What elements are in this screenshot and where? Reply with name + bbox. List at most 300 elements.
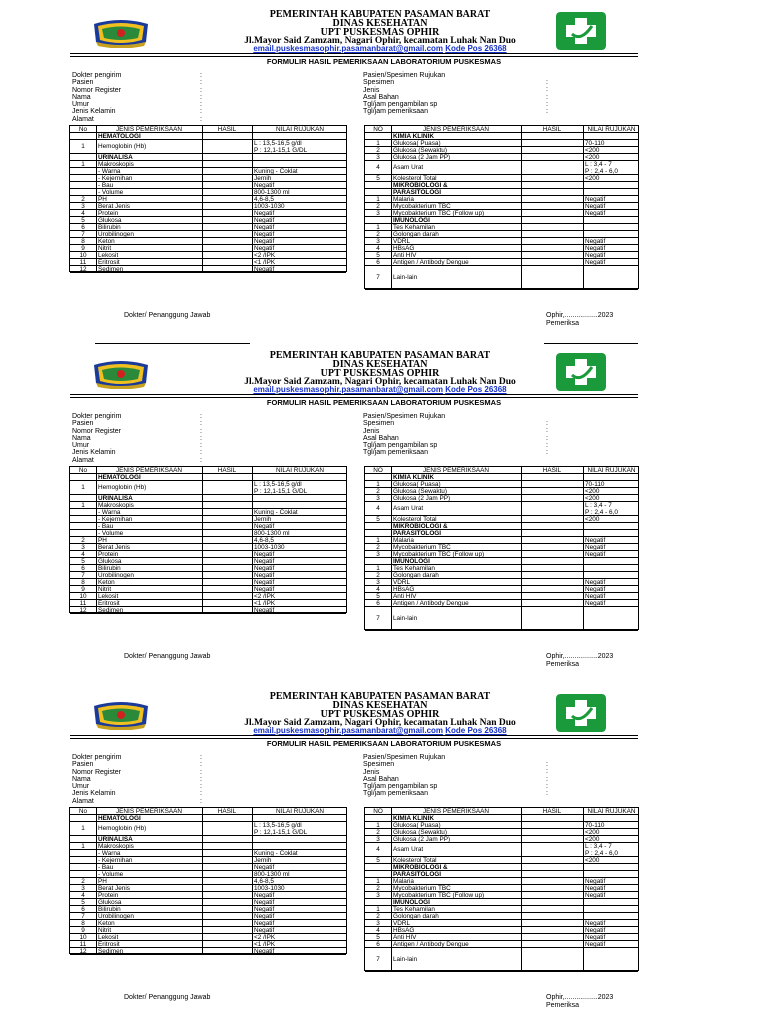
column-header: HASIL (542, 808, 562, 815)
row-number: 1 (81, 143, 85, 150)
result-cell[interactable] (202, 196, 252, 202)
reference-value: Negatif (585, 600, 606, 607)
result-cell[interactable] (521, 259, 583, 265)
result-cell[interactable] (521, 245, 583, 251)
result-cell[interactable] (202, 836, 252, 842)
row-number: 1 (81, 161, 85, 168)
exam-name: VDRL (393, 238, 411, 245)
result-cell[interactable] (521, 934, 583, 940)
result-cell[interactable] (521, 579, 583, 585)
exam-name: Tes Kehamilan (393, 224, 435, 231)
result-cell[interactable] (521, 829, 583, 835)
result-cell[interactable] (521, 600, 583, 606)
result-cell[interactable] (521, 224, 583, 230)
field-colon: : (200, 427, 202, 435)
exam-name: - Bau (98, 182, 114, 189)
field-label: Pasien (72, 761, 94, 769)
exam-name: VDRL (393, 920, 411, 927)
row-number (70, 530, 96, 536)
reference-value (254, 836, 348, 842)
result-cell[interactable] (521, 523, 583, 529)
column-header: No (78, 808, 88, 815)
exam-name: KIMIA KLINIK (393, 474, 434, 481)
table-row (365, 252, 638, 259)
table-row (70, 252, 346, 259)
field-colon: : (200, 434, 202, 442)
column-divider (96, 808, 97, 953)
row-number: 2 (376, 147, 380, 154)
reference-value (585, 913, 640, 919)
row-number (365, 558, 391, 564)
table-row (365, 885, 638, 892)
exam-name: Protein (98, 892, 119, 899)
result-cell[interactable] (202, 815, 252, 821)
result-cell[interactable] (202, 259, 252, 265)
field-label: Dokter pengirim (72, 413, 122, 420)
exam-name: Malaria (393, 537, 414, 544)
result-cell[interactable] (521, 927, 583, 933)
table-row (365, 829, 638, 836)
field-label: Umur (72, 101, 90, 109)
result-cell[interactable] (521, 558, 583, 564)
result-cell[interactable] (202, 857, 252, 863)
exam-name: Glukosa (Sewaktu) (393, 147, 447, 154)
row-number: 5 (376, 175, 380, 182)
column-header: NILAI RUJUKAN (276, 808, 324, 815)
reference-value-line: P : 12,1-15,1 G/DL (254, 147, 308, 154)
result-cell[interactable] (202, 203, 252, 209)
result-cell[interactable] (521, 210, 583, 216)
result-cell[interactable] (202, 934, 252, 940)
field-colon: : (200, 768, 202, 776)
result-cell[interactable] (521, 572, 583, 578)
result-cell[interactable] (521, 147, 583, 153)
header-email-link[interactable]: email.puskesmasophir.pasamanbarat@gmail.com (253, 726, 444, 735)
header-email-link[interactable]: email.puskesmasophir.pasamanbarat@gmail.com (253, 385, 444, 394)
result-cell[interactable] (202, 878, 252, 884)
row-number (365, 182, 391, 188)
field-label: Pasien/Spesimen Rujukan (363, 72, 446, 79)
column-divider (96, 467, 97, 612)
result-cell[interactable] (521, 941, 583, 947)
row-number: 7 (81, 572, 85, 579)
result-cell[interactable] (521, 474, 583, 480)
result-cell[interactable] (521, 836, 583, 842)
result-cell[interactable] (202, 266, 252, 272)
result-cell[interactable] (521, 516, 583, 522)
table-header-row (365, 808, 638, 815)
table-row (365, 495, 638, 502)
reference-value: 70-110 (585, 822, 605, 829)
result-cell[interactable] (521, 175, 583, 181)
reference-value: Negatif (254, 579, 275, 586)
result-cell[interactable] (521, 878, 583, 884)
result-cell[interactable] (202, 600, 252, 606)
row-number (365, 899, 391, 905)
row-number: 11 (79, 259, 87, 266)
result-cell[interactable] (202, 474, 252, 480)
result-cell[interactable] (202, 906, 252, 912)
table-row (365, 231, 638, 238)
result-cell[interactable] (202, 210, 252, 216)
header-unit: UPT PUSKESMAS OPHIR (320, 368, 440, 379)
exam-name: Kolesterol Total (393, 175, 437, 182)
result-cell[interactable] (202, 140, 252, 153)
result-cell[interactable] (202, 481, 252, 494)
exam-name: HBsAG (393, 927, 415, 934)
column-divider (521, 126, 522, 288)
table-row (365, 196, 638, 203)
table-row (365, 182, 638, 189)
result-cell[interactable] (202, 593, 252, 599)
reference-value: Negatif (254, 948, 275, 955)
row-number (365, 189, 391, 195)
exam-name: Keton (98, 238, 115, 245)
table-row (365, 189, 638, 196)
result-cell[interactable] (521, 252, 583, 258)
result-cell[interactable] (202, 544, 252, 550)
result-cell[interactable] (521, 906, 583, 912)
reference-value: Negatif (585, 259, 606, 266)
table-row (365, 481, 638, 488)
row-number: 5 (376, 934, 380, 941)
table-row (70, 154, 346, 161)
result-cell[interactable] (202, 238, 252, 244)
exam-name: Lekosit (98, 934, 119, 941)
exam-name: Tes Kehamilan (393, 565, 435, 572)
result-cell[interactable] (202, 885, 252, 891)
reference-value: Negatif (254, 572, 275, 579)
exam-name: Protein (98, 551, 119, 558)
exam-name: KIMIA KLINIK (393, 815, 434, 822)
doctor-signature-label: Dokter/ Penanggung Jawab (124, 312, 211, 319)
field-colon: : (200, 449, 202, 457)
pasaman-barat-crest-icon (92, 18, 150, 48)
field-colon: : (546, 108, 548, 116)
table-row (365, 544, 638, 551)
result-cell[interactable] (521, 488, 583, 494)
exam-name: HBsAG (393, 586, 415, 593)
row-number: 12 (79, 266, 87, 273)
table-row (70, 168, 346, 175)
result-cell[interactable] (202, 864, 252, 870)
reference-value: Jernih (254, 857, 272, 864)
exam-name: - Kejernihan (98, 516, 133, 523)
table-row (365, 147, 638, 154)
reference-value: <200 (585, 488, 600, 495)
result-cell[interactable] (202, 843, 252, 849)
result-cell[interactable] (202, 154, 252, 160)
result-cell[interactable] (202, 509, 252, 515)
result-cell[interactable] (202, 231, 252, 237)
field-label: Tgl/jam pengambilan sp (363, 101, 438, 109)
reference-value: Negatif (254, 523, 275, 530)
column-header: HASIL (542, 126, 562, 133)
table-row (70, 203, 346, 210)
result-cell[interactable] (202, 551, 252, 557)
result-cell[interactable] (521, 565, 583, 571)
reference-value (585, 815, 640, 821)
result-cell[interactable] (202, 941, 252, 947)
row-number (70, 516, 96, 522)
reference-value: 70-110 (585, 140, 605, 147)
result-cell[interactable] (202, 537, 252, 543)
header-unit: UPT PUSKESMAS OPHIR (320, 27, 440, 38)
table-row (70, 259, 346, 266)
result-cell[interactable] (521, 481, 583, 487)
result-cell[interactable] (521, 217, 583, 223)
exam-name: Anti HIV (393, 252, 417, 259)
result-cell[interactable] (202, 920, 252, 926)
result-cell[interactable] (202, 516, 252, 522)
field-colon: : (546, 441, 548, 449)
result-cell[interactable] (521, 189, 583, 195)
row-number: 5 (376, 252, 380, 259)
exam-name: HBsAG (393, 245, 415, 252)
table-row (365, 154, 638, 161)
result-cell[interactable] (202, 168, 252, 174)
result-cell[interactable] (521, 140, 583, 146)
table-row (70, 941, 346, 948)
reference-value: Negatif (585, 892, 606, 899)
table-row (365, 836, 638, 843)
column-header: JENIS PEMERIKSAAN (422, 467, 490, 474)
result-cell[interactable] (521, 607, 583, 630)
result-cell[interactable] (202, 892, 252, 898)
header-postal: Kode Pos 26368 (445, 44, 507, 53)
table-row (70, 509, 346, 516)
result-cell[interactable] (202, 565, 252, 571)
table-row (70, 927, 346, 934)
row-number: 11 (79, 941, 87, 948)
exam-name: KIMIA KLINIK (393, 133, 434, 140)
row-number (70, 871, 96, 877)
row-number: 6 (81, 565, 85, 572)
reference-value: Jernih (254, 175, 272, 182)
row-number (70, 509, 96, 515)
table-row (70, 878, 346, 885)
row-number: 8 (81, 579, 85, 586)
table-header-row (70, 808, 346, 815)
table-row (365, 572, 638, 579)
row-number: 5 (81, 217, 85, 224)
row-number (365, 864, 391, 870)
field-colon: : (200, 761, 202, 769)
result-cell[interactable] (521, 203, 583, 209)
table-row (365, 245, 638, 252)
result-cell[interactable] (202, 927, 252, 933)
result-cell[interactable] (521, 586, 583, 592)
field-label: Nomor Register (72, 86, 122, 94)
column-divider (202, 808, 203, 953)
reference-value-line: L : 13,5-16,5 g/dl (254, 822, 302, 829)
field-label: Pasien/Spesimen Rujukan (363, 754, 446, 761)
field-label: Pasien (72, 420, 94, 428)
result-cell[interactable] (521, 238, 583, 244)
column-header: NILAI RUJUKAN (587, 467, 636, 474)
exam-name: Sedimen (98, 266, 124, 273)
header-email-link[interactable]: email.puskesmasophir.pasamanbarat@gmail.com (253, 44, 444, 53)
exam-name: HEMATOLOGI (98, 474, 141, 481)
result-cell[interactable] (202, 217, 252, 223)
column-header: JENIS PEMERIKSAAN (115, 126, 183, 133)
header-agency: DINAS KESEHATAN (332, 359, 428, 370)
row-number: 3 (376, 210, 380, 217)
exam-name: Glukosa( Puasa) (393, 822, 441, 829)
table-row (70, 266, 346, 273)
row-number: 4 (376, 505, 380, 512)
result-cell[interactable] (521, 864, 583, 870)
result-cell[interactable] (521, 892, 583, 898)
result-cell[interactable] (202, 572, 252, 578)
result-cell[interactable] (521, 196, 583, 202)
row-number (70, 815, 96, 821)
result-cell[interactable] (521, 920, 583, 926)
table-row (365, 815, 638, 822)
field-colon: : (200, 775, 202, 783)
result-cell[interactable] (202, 495, 252, 501)
table-row (70, 565, 346, 572)
field-colon: : (546, 427, 548, 435)
result-cell[interactable] (521, 899, 583, 905)
result-cell[interactable] (521, 161, 583, 174)
result-cell[interactable] (202, 175, 252, 181)
header-government: PEMERINTAH KABUPATEN PASAMAN BARAT (269, 691, 491, 702)
result-cell[interactable] (521, 843, 583, 856)
result-cell[interactable] (521, 913, 583, 919)
reference-value: <1 /IPK (254, 941, 276, 948)
result-cell[interactable] (521, 815, 583, 821)
exam-name: HEMATOLOGI (98, 133, 141, 140)
reference-value: Negatif (254, 266, 275, 273)
reference-value: Negatif (585, 537, 606, 544)
result-cell[interactable] (202, 850, 252, 856)
result-cell[interactable] (521, 885, 583, 891)
row-number: 6 (376, 941, 380, 948)
row-number: 5 (376, 516, 380, 523)
result-cell[interactable] (521, 495, 583, 501)
row-number: 2 (376, 572, 380, 579)
result-cell[interactable] (202, 530, 252, 536)
result-cell[interactable] (521, 530, 583, 536)
row-number: 12 (79, 607, 87, 614)
reference-value: Negatif (254, 899, 275, 906)
table-row (70, 140, 346, 154)
result-cell[interactable] (202, 133, 252, 139)
result-cell[interactable] (202, 871, 252, 877)
row-number: 2 (81, 537, 85, 544)
result-cell[interactable] (202, 607, 252, 613)
result-cell[interactable] (202, 523, 252, 529)
reference-value: Negatif (254, 551, 275, 558)
specimen-field-colons (546, 420, 548, 456)
row-number: 2 (376, 488, 380, 495)
field-label: Jenis Kelamin (72, 449, 116, 457)
field-colon: : (200, 413, 202, 420)
result-cell[interactable] (202, 558, 252, 564)
table-row (365, 927, 638, 934)
exam-name: Glukosa (98, 558, 122, 565)
result-cell[interactable] (521, 551, 583, 557)
result-cell[interactable] (521, 154, 583, 160)
result-cell[interactable] (202, 161, 252, 167)
result-cell[interactable] (202, 189, 252, 195)
result-cell[interactable] (521, 182, 583, 188)
table-row (70, 885, 346, 892)
result-cell[interactable] (521, 871, 583, 877)
reference-value: Negatif (254, 892, 275, 899)
result-cell[interactable] (521, 231, 583, 237)
exam-name: IMUNOLOGI (393, 899, 430, 906)
exam-name: Tes Kehamilan (393, 906, 435, 913)
result-cell[interactable] (521, 266, 583, 289)
reference-value: Negatif (585, 885, 606, 892)
table-row (365, 161, 638, 175)
result-cell[interactable] (202, 913, 252, 919)
row-number: 4 (376, 927, 380, 934)
exam-name: Eritrosit (98, 600, 120, 607)
result-cell[interactable] (521, 537, 583, 543)
exam-name: Glukosa (98, 217, 122, 224)
row-number: 1 (376, 196, 380, 203)
row-number: 3 (81, 544, 85, 551)
row-number (365, 217, 391, 223)
result-cell[interactable] (521, 593, 583, 599)
result-cell[interactable] (202, 822, 252, 835)
column-header: No (78, 126, 88, 133)
table-row (365, 537, 638, 544)
result-cell[interactable] (202, 948, 252, 954)
result-cell[interactable] (521, 502, 583, 515)
result-cell[interactable] (202, 502, 252, 508)
result-cell[interactable] (202, 224, 252, 230)
result-cell[interactable] (202, 245, 252, 251)
result-cell[interactable] (521, 948, 583, 971)
row-number: 4 (81, 551, 85, 558)
field-colon: : (546, 434, 548, 442)
table-row (365, 600, 638, 607)
result-cell[interactable] (202, 252, 252, 258)
table-row (365, 857, 638, 864)
result-cell[interactable] (202, 586, 252, 592)
reference-value (254, 822, 348, 835)
result-cell[interactable] (202, 579, 252, 585)
result-cell[interactable] (202, 182, 252, 188)
result-cell[interactable] (202, 899, 252, 905)
reference-value (585, 843, 640, 856)
row-number: 9 (81, 927, 85, 934)
exam-name: Mycobakterium TBC (393, 544, 451, 551)
result-cell[interactable] (521, 857, 583, 863)
table-row (70, 537, 346, 544)
table-row (365, 593, 638, 600)
reference-value: <200 (585, 147, 600, 154)
exam-name: Malaria (393, 878, 414, 885)
reference-value: 1003-1030 (254, 203, 285, 210)
result-cell[interactable] (521, 544, 583, 550)
row-number: 7 (81, 231, 85, 238)
row-number: 10 (79, 252, 87, 259)
exam-name: - Kejernihan (98, 857, 133, 864)
column-header: JENIS PEMERIKSAAN (115, 467, 183, 474)
exam-name: Antigen / Antibody Dengue (393, 941, 469, 948)
exam-name: - Volume (98, 871, 124, 878)
result-cell[interactable] (521, 133, 583, 139)
result-cell[interactable] (521, 822, 583, 828)
column-header: HASIL (542, 467, 562, 474)
field-label: Jenis Kelamin (72, 108, 116, 116)
reference-value: Negatif (585, 252, 606, 259)
